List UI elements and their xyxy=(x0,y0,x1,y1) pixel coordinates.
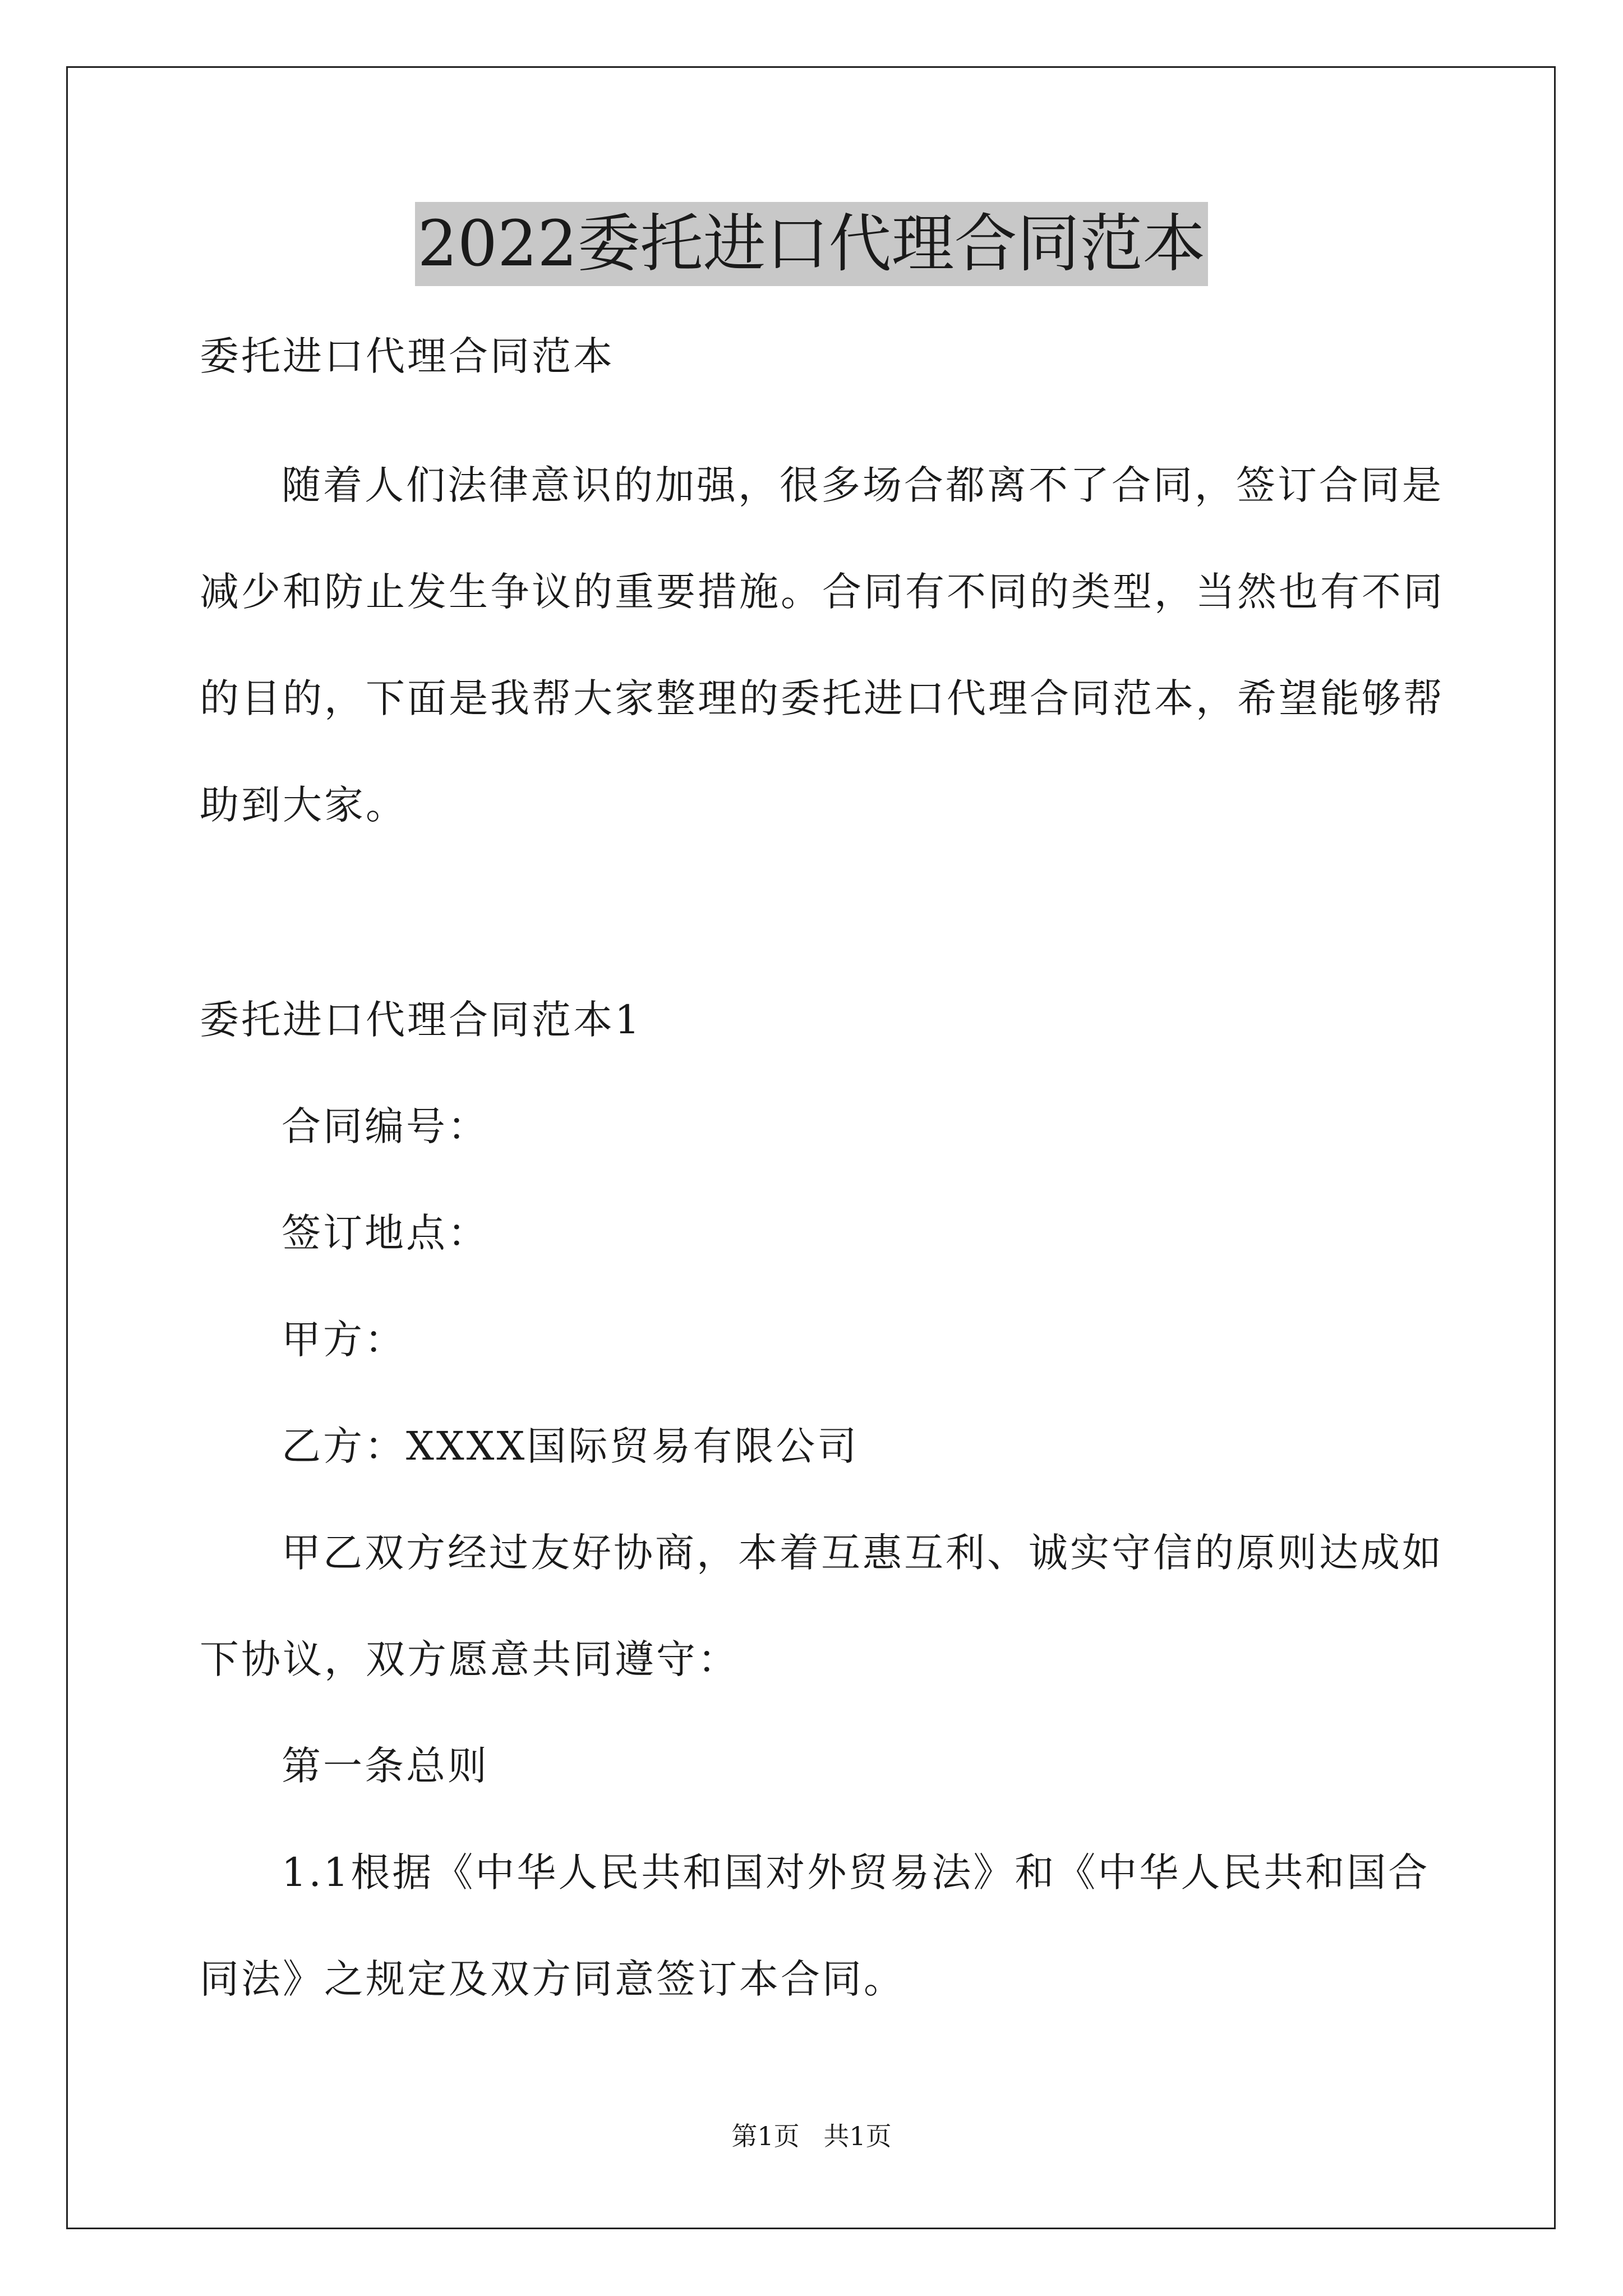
party-a-line: 甲方： xyxy=(282,1317,406,1363)
agreement-line-1: 甲乙双方经过友好协商，本着互惠互利、诚实守信的原则达成如 xyxy=(282,1530,1444,1576)
page-footer xyxy=(0,2119,1623,2153)
subtitle-line: 委托进口代理合同范本 xyxy=(200,333,615,379)
clause-1-1-line-2: 同法》之规定及双方同意签订本合同。 xyxy=(200,1956,905,2002)
section-heading: 委托进口代理合同范本1 xyxy=(200,997,642,1043)
signing-place-line: 签订地点： xyxy=(282,1210,489,1256)
article-1-heading: 第一条总则 xyxy=(282,1743,489,1789)
agreement-line-2: 下协议，双方愿意共同遵守： xyxy=(200,1636,739,1682)
intro-line-2: 减少和防止发生争议的重要措施。合同有不同的类型，当然也有不同 xyxy=(200,569,1445,615)
contract-number-line: 合同编号： xyxy=(282,1103,489,1149)
page-total: 共1页 xyxy=(823,2121,892,2151)
title-container xyxy=(0,202,1623,286)
intro-line-3: 的目的，下面是我帮大家整理的委托进口代理合同范本，希望能够帮 xyxy=(200,675,1445,721)
page-number: 第1页 xyxy=(731,2121,800,2151)
intro-line-4: 助到大家。 xyxy=(200,782,407,828)
party-b-line: 乙方：XXXX国际贸易有限公司 xyxy=(282,1423,859,1469)
document-title: 2022委托进口代理合同范本 xyxy=(415,202,1207,286)
clause-1-1-line-1: 1.1根据《中华人民共和国对外贸易法》和《中华人民共和国合 xyxy=(282,1849,1430,1895)
intro-line-1: 随着人们法律意识的加强，很多场合都离不了合同，签订合同是 xyxy=(282,462,1444,508)
